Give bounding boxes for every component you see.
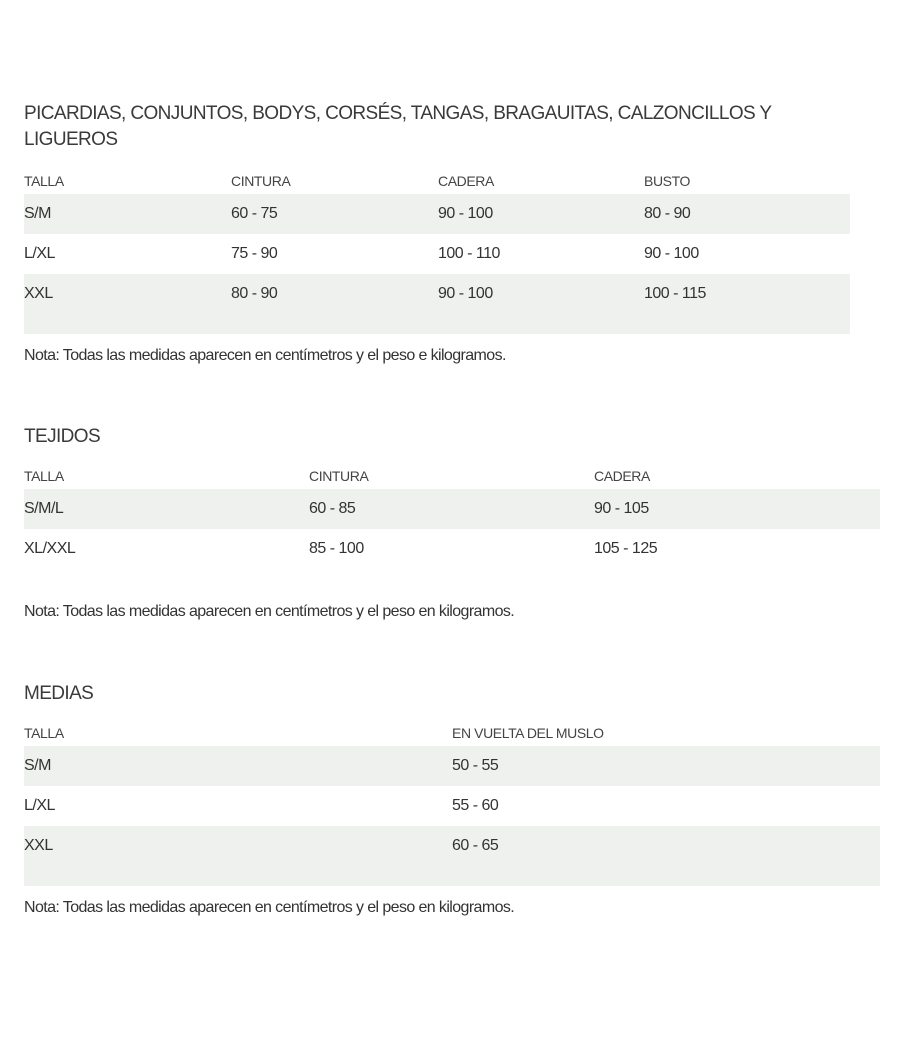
column-header: CINTURA [231, 173, 291, 189]
size-section-stockings [24, 681, 880, 919]
table-cell: 75 - 90 [231, 245, 278, 262]
table-cell: 60 - 85 [309, 489, 594, 529]
table-row [24, 194, 850, 234]
size-section-lingerie [24, 101, 850, 367]
table-row [24, 746, 880, 786]
table-row [24, 786, 880, 826]
table-row [24, 529, 880, 569]
table-header-row [24, 463, 880, 489]
table-cell: 100 - 115 [644, 274, 850, 314]
column-header: CINTURA [309, 468, 369, 484]
table-cell: 80 - 90 [644, 194, 850, 234]
table-cell: 85 - 100 [309, 540, 364, 557]
column-header: CADERA [594, 468, 650, 484]
measurement-note: Nota: Todas las medidas aparecen en centímetros y el peso e kilogramos. [24, 347, 506, 364]
table-cell: S/M [24, 746, 452, 786]
column-header: CADERA [438, 173, 494, 189]
table-cell: 60 - 65 [452, 826, 880, 866]
section-title: TEJIDOS [24, 426, 101, 447]
size-section-fabrics [24, 424, 880, 623]
table-cell: 50 - 55 [452, 746, 880, 786]
table-cell: XXL [24, 826, 452, 866]
size-table [24, 720, 880, 886]
table-cell: 90 - 100 [438, 274, 644, 314]
table-header-row [24, 720, 880, 746]
column-header: EN VUELTA DEL MUSLO [452, 725, 604, 741]
table-cell: XL/XXL [24, 540, 76, 557]
table-row-spacer [24, 866, 880, 886]
table-cell: 90 - 105 [594, 489, 880, 529]
size-table [24, 168, 850, 334]
size-table [24, 463, 880, 569]
table-cell: 60 - 75 [231, 194, 438, 234]
table-cell: 105 - 125 [594, 540, 658, 557]
column-header: TALLA [24, 173, 64, 189]
table-row-spacer [24, 314, 850, 334]
table-row [24, 274, 850, 314]
section-title: PICARDIAS, CONJUNTOS, BODYS, CORSÉS, TANGAS, BRAGAUITAS, CALZONCILLOS Y LIGUEROS [24, 103, 772, 150]
measurement-note: Nota: Todas las medidas aparecen en centímetros y el peso en kilogramos. [24, 603, 515, 620]
section-title: MEDIAS [24, 683, 94, 704]
column-header: TALLA [24, 468, 64, 484]
table-cell: XXL [24, 274, 231, 314]
column-header: TALLA [24, 725, 64, 741]
table-row [24, 234, 850, 274]
table-cell: S/M/L [24, 489, 309, 529]
table-row [24, 489, 880, 529]
measurement-note: Nota: Todas las medidas aparecen en centímetros y el peso en kilogramos. [24, 899, 515, 916]
column-header: BUSTO [644, 173, 690, 189]
table-cell: 100 - 110 [438, 245, 500, 262]
table-cell: 80 - 90 [231, 274, 438, 314]
table-cell: L/XL [24, 245, 55, 262]
table-cell: L/XL [24, 797, 55, 814]
table-row [24, 826, 880, 866]
table-cell: 90 - 100 [438, 194, 644, 234]
table-cell: 90 - 100 [644, 245, 699, 262]
table-header-row [24, 168, 850, 194]
table-cell: S/M [24, 194, 231, 234]
table-cell: 55 - 60 [452, 797, 499, 814]
